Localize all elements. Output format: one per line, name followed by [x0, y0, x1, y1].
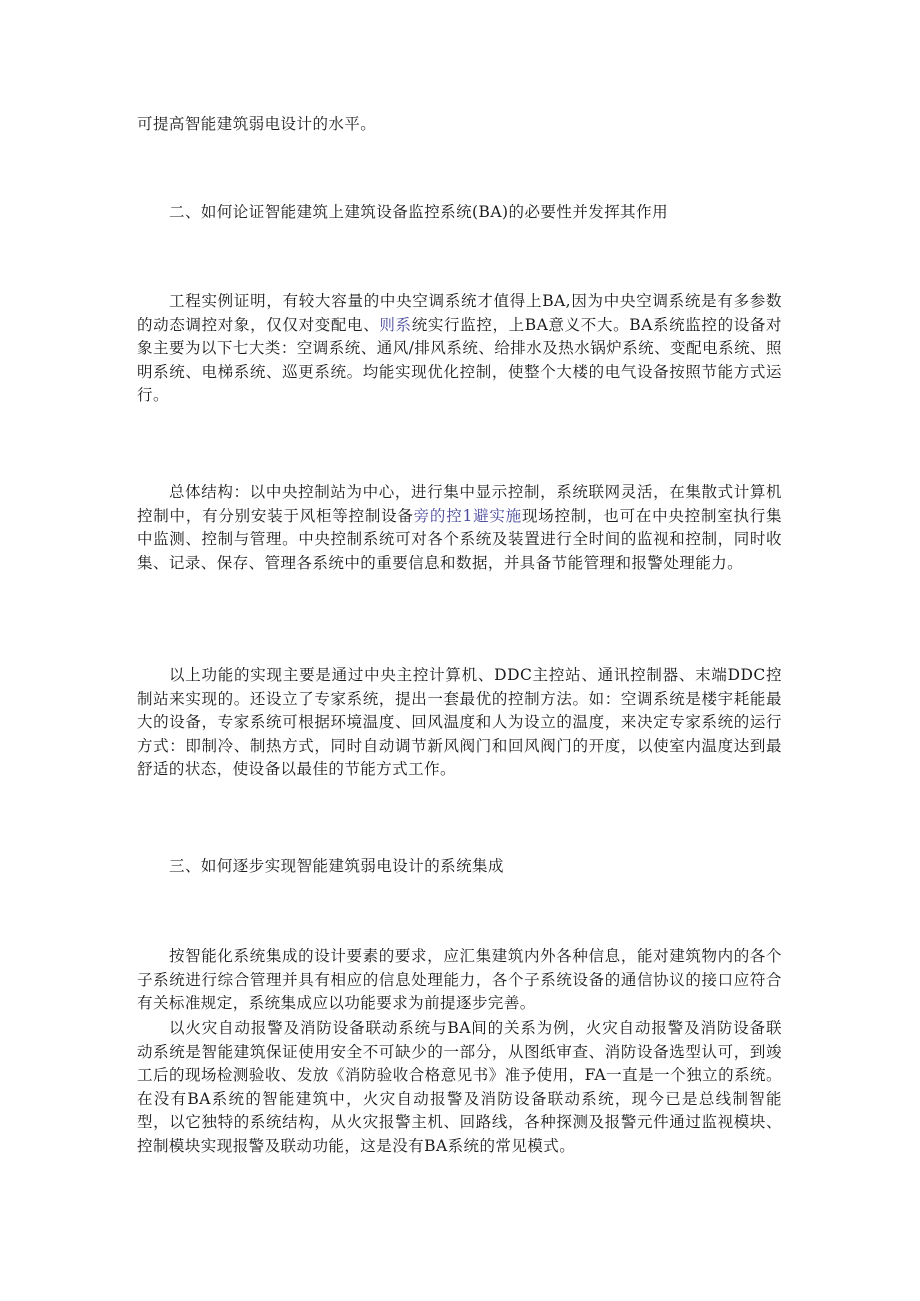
engineering-text-1: 工程实例证明，有较大容量的中央空调系统才值得上BA,因为中央空调系统是有多参数的动态调控对象，仅仅对变配电、 [137, 292, 782, 334]
engineering-text-2: 统实行监控，上BA意义不大。BA系统监控的设备对象主要为以下七大类：空调系统、通风/排风系统、给排水及热水锅炉系统、变配电系统、照明系统、电梯系统、巡更系统。均能实现优化控制，使整个大楼的电气设备按照节能方式运行。 [137, 315, 782, 404]
structure-text-1: 总体结构：以中央控制站为中心，进行集中显示控制，系统联网灵活，在集散式计算机控制中，有分别安装于风柜等控制设备 [137, 483, 782, 525]
fire-alarm-paragraph: 以火灾自动报警及消防设备联动系统与BA间的关系为例，火灾自动报警及消防设备联动系统是智能建筑保证使用安全不可缺少的一部分，从图纸审查、消防设备选型认可，到竣工后的现场检测验收、发放《消防验收合格意见书》准予使用，FA一直是一个独立的系统。在没有BA系统的智能建筑中，火灾自动报警及消防设备联动系统，现今已是总线制智能型，以它独特的系统结构，从火灾报警主机、回路线，各种探测及报警元件通过监视模块、控制模块实现报警及联动功能，这是没有BA系统的常见模式。 [137, 1019, 782, 1155]
inline-link-zexi[interactable]: 则系 [379, 315, 412, 334]
inline-link-pangdekong[interactable]: 旁的控1避实施 [413, 506, 522, 525]
integration-paragraph: 按智能化系统集成的设计要素的要求，应汇集建筑内外各种信息，能对建筑物内的各个子系统进行综合管理并具有相应的信息处理能力，各个子系统设备的通信协议的接口应符合有关标准规定，系统集成应以功能要求为前提逐步完善。 [137, 947, 782, 1012]
intro-tail-paragraph: 可提高智能建筑弱电设计的水平。 [137, 115, 377, 133]
structure-text-2: 现场控制，也可在中央控制室执行集中监测、控制与管理。中央控制系统可对各个系统及装置进行全时间的监视和控制，同时收集、记录、保存、管理各系统中的重要信息和数据，并具备节能管理和报警处理能力。 [137, 506, 782, 572]
engineering-paragraph [137, 290, 782, 408]
structure-paragraph [137, 481, 782, 575]
section-heading-2: 二、如何论证智能建筑上建筑设备监控系统(BA)的必要性并发挥其作用 [169, 203, 669, 221]
section-heading-3: 三、如何逐步实现智能建筑弱电设计的系统集成 [169, 857, 504, 875]
functions-paragraph: 以上功能的实现主要是通过中央主控计算机、DDC主控站、通讯控制器、末端DDC控制站来实现的。还设立了专家系统，提出一套最优的控制方法。如：空调系统是楼宇耗能最大的设备，专家系统可根据环境温度、回风温度和人为设立的温度，来决定专家系统的运行方式：即制冷、制热方式，同时自动调节新风阀门和回风阀门的开度，以使室内温度达到最舒适的状态，使设备以最佳的节能方式工作。 [137, 666, 782, 778]
